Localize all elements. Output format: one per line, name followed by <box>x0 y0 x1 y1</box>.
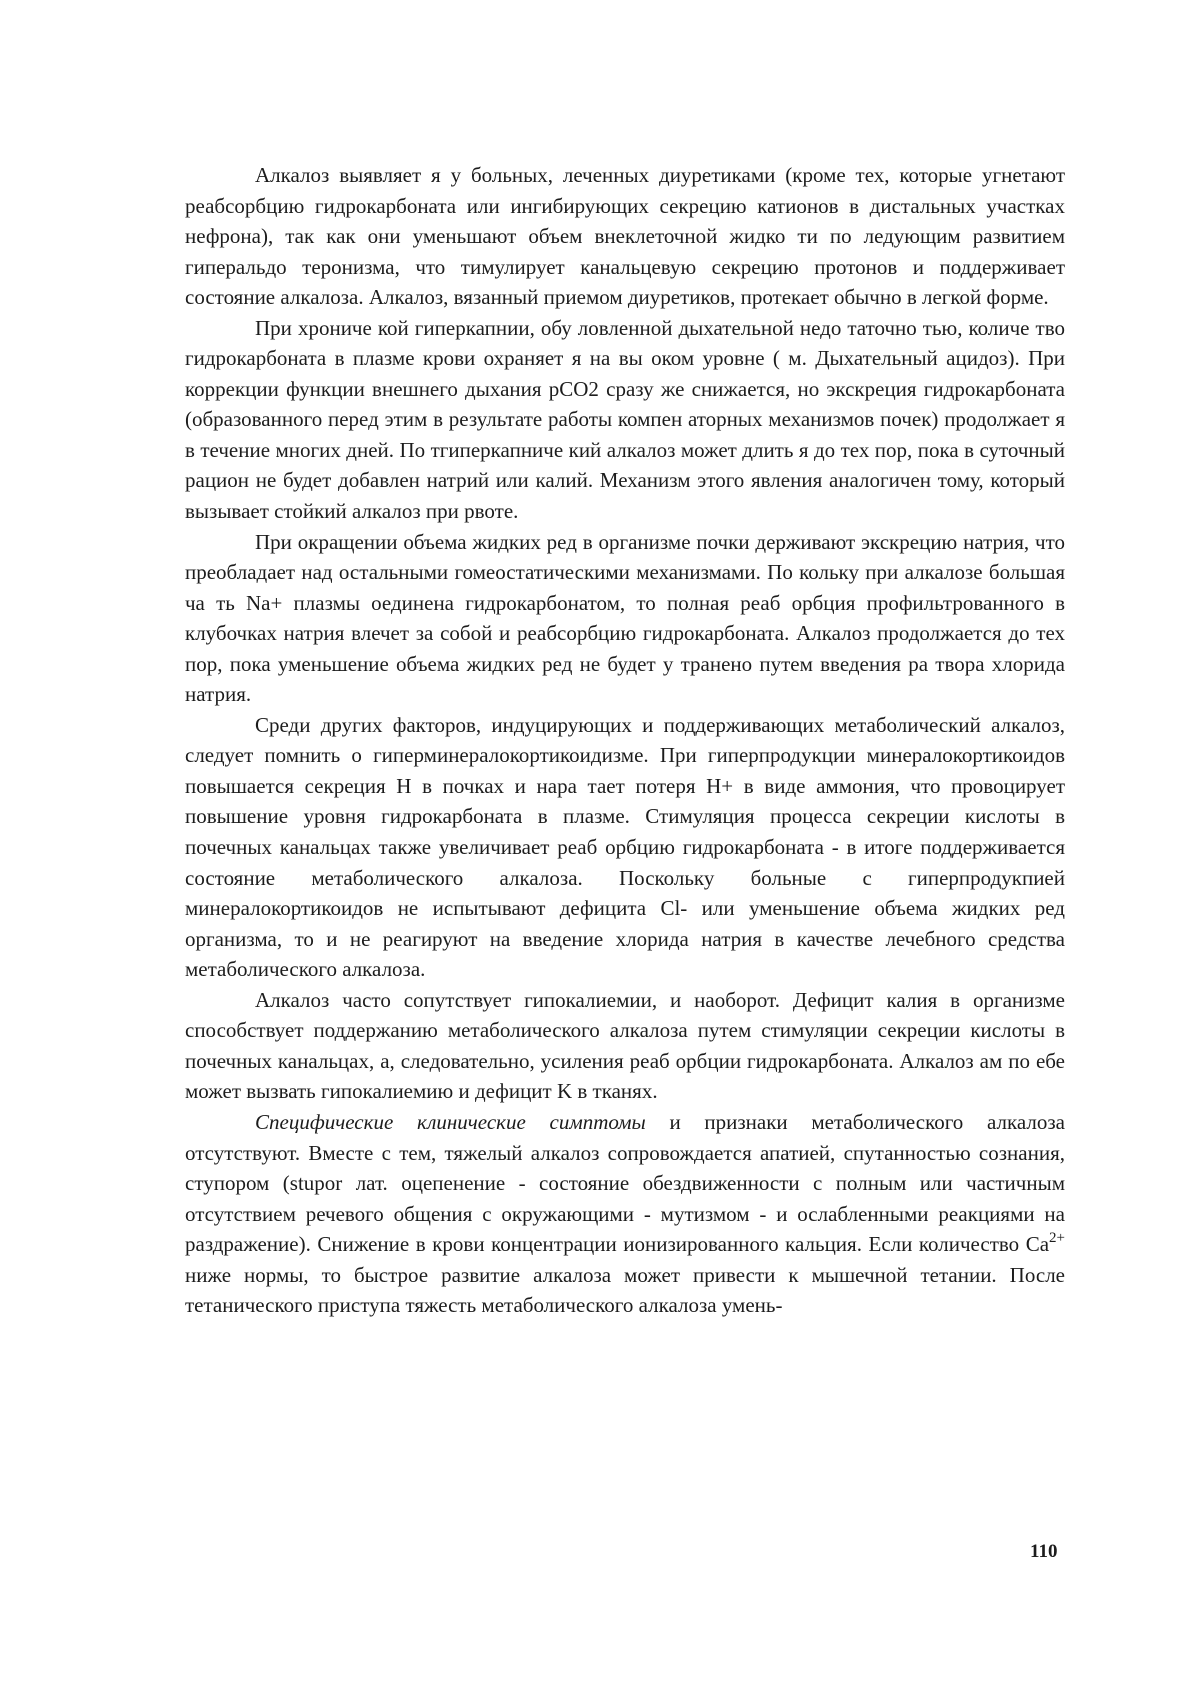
paragraph-hypercapnia: При хрониче кой гиперкапнии, обу ловленной дыхательной недо таточно тью, количе тво гидрокарбоната в плазме крови охраняет я на вы оком уровне ( м. Дыхательный ацидоз). При коррекции функции внешнего дыхания pCO2 сразу же снижается, но экскреция гидрокарбоната (образованного перед этим в результате работы компен аторных механизмов почек) продолжает я в течение многих дней. По тгиперкапниче кий алкалоз может длить я до тех пор, пока в суточный рацион не будет добавлен натрий или калий. Механизм этого явления аналогичен тому, который вызывает стойкий алкалоз при рвоте. <box>185 315 1065 524</box>
paragraph-volume-reduction: При окращении объема жидких ред в организме почки держивают экскрецию натрия, что преобладает над остальными гомеостатическими механизмами. По кольку при алкалозе большая ча ть Na+ плазмы оединена гидрокарбонатом, то полная реаб орбция профильтрованного в клубочках натрия влечет за собой и реабсорбцию гидрокарбоната. Алкалоз продолжается до тех пор, пока уменьшение объема жидких ред не будет у транено путем введения ра твора хлорида натрия. <box>185 529 1065 707</box>
paragraph-clinical-symptoms <box>185 1107 1065 1321</box>
italic-lead-phrase: Специфические клинические симптомы <box>255 1109 646 1134</box>
symptoms-text-part-1: и признаки метаболического алкалоза отсутствуют. Вместе с тем, тяжелый алкалоз сопровождается апатией, спутанностью сознания, ступором (stupor лат. оцепенение - состояние обездвиженности с полным или частичным отсутствием речевого общения с окружающими - мутизмом - и ослабленными реакциями на раздражение). Снижение в крови концентрации ионизированного кальция. Если количество Ca <box>185 1109 1065 1257</box>
paragraph-mineralocorticoids: Среди других факторов, индуцирующих и поддерживающих метаболический алкалоз, следует помнить о гиперминералокортикоидизме. При гиперпродукции минералокортикоидов повышается секреция H в почках и нара тает потеря H+ в виде аммония, что провоцирует повышение уровня гидрокарбоната в плазме. Стимуляция процесса секреции кислоты в почечных канальцах также увеличивает реаб орбцию гидрокарбоната - в итоге поддерживается состояние метаболического алкалоза. Поскольку больные с гиперпродукпией минералокортикоидов не испытывают дефицита Cl- или уменьшение объема жидких ред организма, то и не реагируют на введение хлорида натрия в качестве лечебного средства метаболического алкалоза. <box>185 712 1065 982</box>
paragraph-diuretics: Алкалоз выявляет я у больных, леченных диуретиками (кроме тех, которые угнетают реабсорбцию гидрокарбоната или ингибирующих секрецию катионов в дистальных участках нефрона), так как они уменьшают объем внеклеточной жидко ти по ледующим развитием гиперальдо теронизма, что тимулирует канальцевую секрецию протонов и поддерживает состояние алкалоза. Алкалоз, вязанный приемом диуретиков, протекает обычно в легкой форме. <box>185 163 1065 310</box>
page-number: 110 <box>1030 1541 1058 1562</box>
calcium-ion-charge: 2+ <box>1049 1230 1065 1247</box>
paragraph-hypokalemia: Алкалоз часто сопутствует гипокалиемии, и наоборот. Дефицит калия в организме способствует поддержанию метаболического алкалоза путем стимуляции секреции кислоты в почечных канальцах, а, следовательно, усиления реаб орбции гидрокарбоната. Алкалоз ам по ебе может вызвать гипокалиемию и дефицит K в тканях. <box>185 987 1065 1104</box>
document-page <box>185 160 1065 1321</box>
symptoms-text-part-2: ниже нормы, то быстрое развитие алкалоза может привести к мышечной тетании. После тетанического приступа тяжесть метаболического алкалоза умень- <box>185 1262 1065 1318</box>
